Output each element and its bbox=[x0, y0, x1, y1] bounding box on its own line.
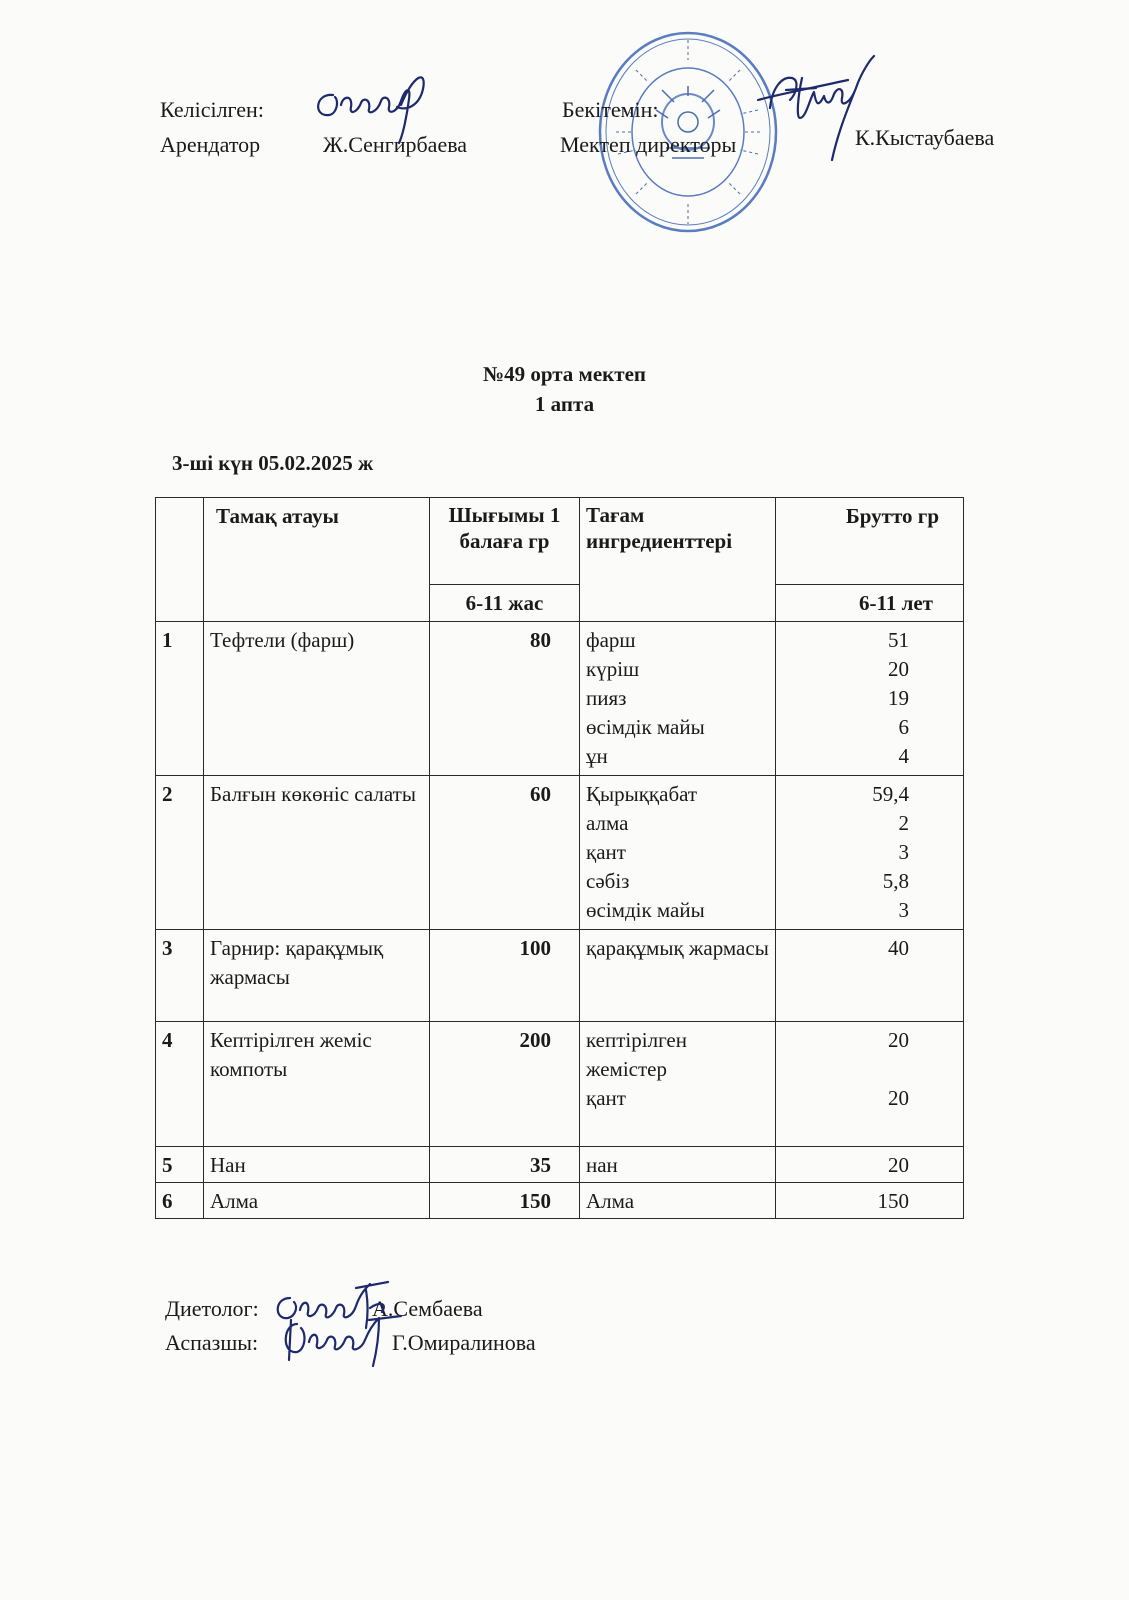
agreed-label: Келісілген: bbox=[160, 97, 264, 122]
ingredient: ұн bbox=[586, 744, 608, 768]
row-number: 1 bbox=[156, 622, 204, 776]
dish-name: Нан bbox=[204, 1147, 430, 1183]
dish-output: 100 bbox=[430, 930, 580, 1022]
gross-value bbox=[782, 1055, 909, 1084]
dish-output: 200 bbox=[430, 1022, 580, 1147]
dish-name: Гарнир: қарақұмық жармасы bbox=[204, 930, 430, 1022]
dish-gross: 150 bbox=[776, 1183, 964, 1219]
tenant-label: Арендатор bbox=[160, 132, 261, 157]
dish-gross bbox=[776, 930, 964, 1022]
header-dish-name: Тамақ атауы bbox=[204, 498, 430, 622]
header-output: Шығымы 1 балаға гр bbox=[430, 498, 580, 585]
ingredient: өсімдік майы bbox=[586, 898, 705, 922]
gross-value: 40 bbox=[888, 936, 909, 960]
gross-value: 20 bbox=[888, 1086, 909, 1110]
dietitian-name: А.Сембаева bbox=[372, 1296, 483, 1321]
dietitian-label: Диетолог: bbox=[165, 1296, 259, 1321]
ingredient: өсімдік майы bbox=[586, 715, 705, 739]
row-number: 3 bbox=[156, 930, 204, 1022]
approve-label: Бекітемін: bbox=[562, 97, 659, 122]
table-row bbox=[156, 776, 964, 930]
table-row bbox=[156, 622, 964, 776]
cook-signature bbox=[275, 1300, 415, 1370]
table-row bbox=[156, 1022, 964, 1147]
gross-value: 4 bbox=[898, 744, 909, 768]
dish-ingredients bbox=[580, 622, 776, 776]
header-gross: Брутто гр bbox=[776, 498, 964, 585]
school-title: №49 орта мектеп bbox=[482, 362, 647, 386]
header-output-age: 6-11 жас bbox=[430, 585, 580, 622]
row-number: 5 bbox=[156, 1147, 204, 1183]
dish-ingredients bbox=[580, 776, 776, 930]
header-gross-age: 6-11 лет bbox=[776, 585, 964, 622]
ingredient: қант bbox=[586, 1086, 626, 1110]
dish-gross bbox=[776, 776, 964, 930]
dish-ingredients: қарақұмық жармасы bbox=[580, 930, 776, 1022]
cook-label: Аспазшы: bbox=[165, 1330, 259, 1355]
gross-value: 3 bbox=[898, 840, 909, 864]
gross-value: 6 bbox=[898, 715, 909, 739]
gross-value: 20 bbox=[888, 657, 909, 681]
table-row bbox=[156, 1147, 964, 1183]
table-row bbox=[156, 1183, 964, 1219]
dish-gross: 20 bbox=[776, 1147, 964, 1183]
ingredient: фарш bbox=[586, 628, 636, 652]
ingredient: Қырыққабат bbox=[586, 782, 698, 806]
gross-value: 51 bbox=[888, 628, 909, 652]
row-number: 6 bbox=[156, 1183, 204, 1219]
director-name: К.Кыстаубаева bbox=[855, 125, 995, 150]
dish-output: 60 bbox=[430, 776, 580, 930]
row-number: 4 bbox=[156, 1022, 204, 1147]
gross-value: 19 bbox=[888, 686, 909, 710]
ingredient: сәбіз bbox=[586, 869, 630, 893]
gross-value: 2 bbox=[898, 811, 909, 835]
tenant-signature bbox=[305, 55, 445, 150]
table-header-row bbox=[156, 498, 964, 585]
ingredient: кептірілген жемістер bbox=[586, 1028, 687, 1081]
dish-output: 150 bbox=[430, 1183, 580, 1219]
dish-output: 35 bbox=[430, 1147, 580, 1183]
gross-value: 59,4 bbox=[872, 782, 909, 806]
dish-gross bbox=[776, 622, 964, 776]
row-number: 2 bbox=[156, 776, 204, 930]
tenant-name: Ж.Сенгирбаева bbox=[323, 132, 468, 157]
ingredient: күріш bbox=[586, 657, 640, 681]
dish-ingredients: Алма bbox=[580, 1183, 776, 1219]
director-label: Мектеп директоры bbox=[560, 132, 737, 157]
dish-gross bbox=[776, 1022, 964, 1147]
gross-value: 5,8 bbox=[882, 869, 909, 893]
dish-name: Алма bbox=[204, 1183, 430, 1219]
header-number-cell bbox=[156, 498, 204, 622]
header-ingredients: Тағам ингредиенттері bbox=[580, 498, 776, 622]
dish-ingredients bbox=[580, 1022, 776, 1147]
menu-table bbox=[155, 497, 964, 1219]
dish-output: 80 bbox=[430, 622, 580, 776]
gross-value: 3 bbox=[898, 898, 909, 922]
ingredient: алма bbox=[586, 811, 629, 835]
cook-name: Г.Омиралинова bbox=[392, 1330, 536, 1355]
dish-name: Балғын көкөніс салаты bbox=[204, 776, 430, 930]
gross-value: 20 bbox=[888, 1028, 909, 1052]
ingredient: қант bbox=[586, 840, 626, 864]
director-signature bbox=[752, 48, 882, 168]
dish-ingredients: нан bbox=[580, 1147, 776, 1183]
week-title: 1 апта bbox=[534, 392, 595, 416]
day-date-label: 3-ші күн 05.02.2025 ж bbox=[172, 451, 374, 475]
dish-name: Тефтели (фарш) bbox=[204, 622, 430, 776]
ingredient: пияз bbox=[586, 686, 627, 710]
table-row bbox=[156, 930, 964, 1022]
dish-name: Кептірілген жеміс компоты bbox=[204, 1022, 430, 1147]
